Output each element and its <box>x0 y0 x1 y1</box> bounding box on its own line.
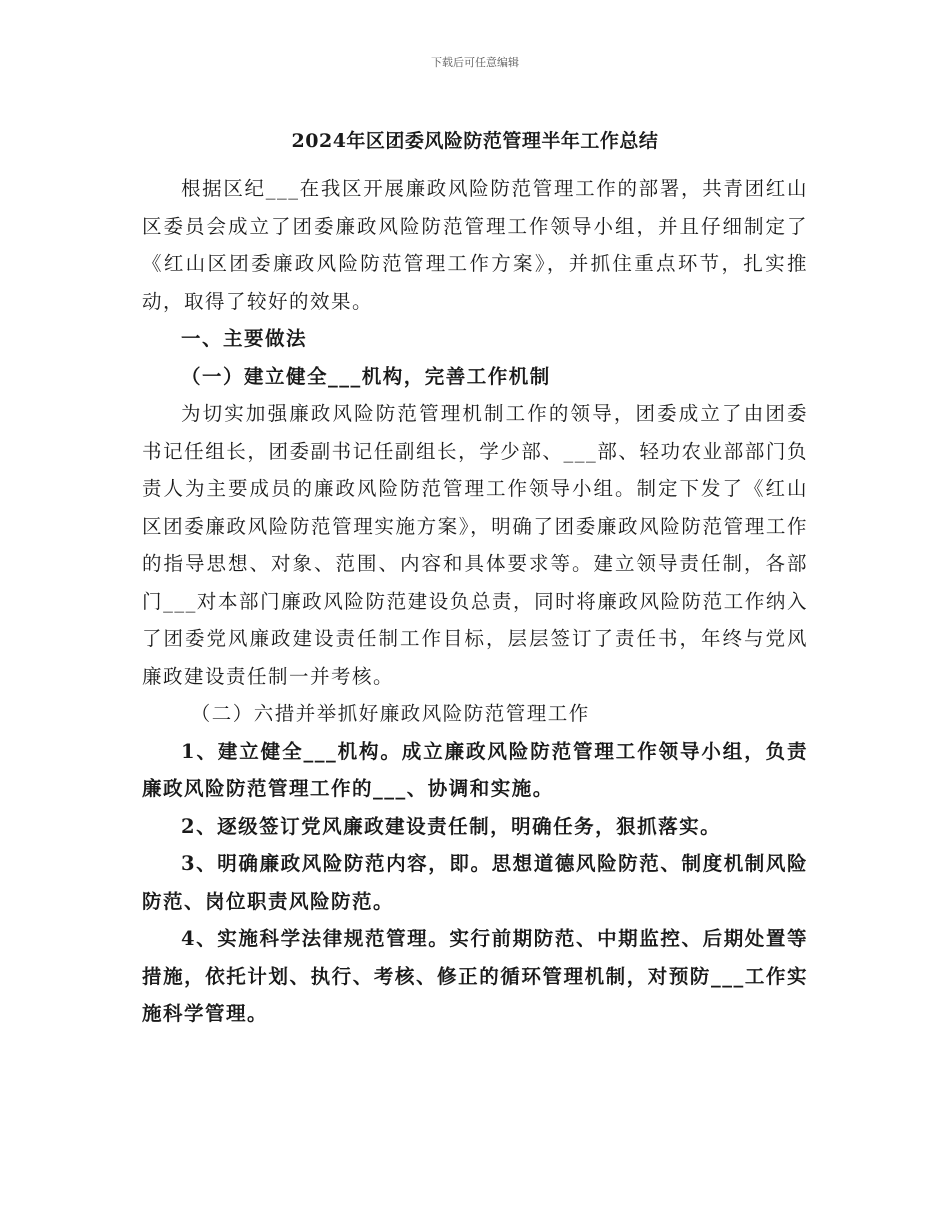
subsection-1-body: 为切实加强廉政风险防范管理机制工作的领导，团委成立了由团委书记任组长，团委副书记任副组长，学少部、___部、轻功农业部部门负责人为主要成员的廉政风险防范管理工作领导小组。制定下发了《红山区团委廉政风险防范管理实施方案》，明确了团委廉政风险防范管理工作的指导思想、对象、范围、内容和具体要求等。建立领导责任制，各部门___对本部门廉政风险防范建设负总责，同时将廉政风险防范工作纳入了团委党风廉政建设责任制工作目标，层层签订了责任书，年终与党风廉政建设责任制一并考核。 <box>142 402 808 688</box>
list-item-4: 4、实施科学法律规范管理。实行前期防范、中期监控、后期处置等措施，依托计划、执行、考核、修正的循环管理机制，对预防___工作实施科学管理。 <box>142 927 808 1025</box>
list-item-3: 3、明确廉政风险防范内容，即。思想道德风险防范、制度机制风险防范、岗位职责风险防范。 <box>142 852 808 913</box>
section-heading-1: 一、主要做法 <box>181 327 308 350</box>
header-note: 下载后可任意编辑 <box>431 56 519 69</box>
intro-paragraph: 根据区纪___在我区开展廉政风险防范管理工作的部署，共青团红山区委员会成立了团委廉政风险防范管理工作领导小组，并且仔细制定了《红山区团委廉政风险防范管理工作方案》，并抓住重点环节，扎实推动，取得了较好的效果。 <box>142 177 808 313</box>
list-item-2: 2、逐级签订党风廉政建设责任制，明确任务，狠抓落实。 <box>181 814 722 838</box>
subsection-heading-1: （一）建立健全___机构，完善工作机制 <box>181 364 551 388</box>
list-item-1: 1、建立健全___机构。成立廉政风险防范管理工作领导小组，负责廉政风险防范管理工作的___、协调和实施。 <box>142 739 808 800</box>
document-title: 2024年区团委风险防范管理半年工作总结 <box>291 130 659 152</box>
subsection-heading-2: （二）六措并举抓好廉政风险防范管理工作 <box>190 702 590 725</box>
document-body <box>142 170 808 1033</box>
